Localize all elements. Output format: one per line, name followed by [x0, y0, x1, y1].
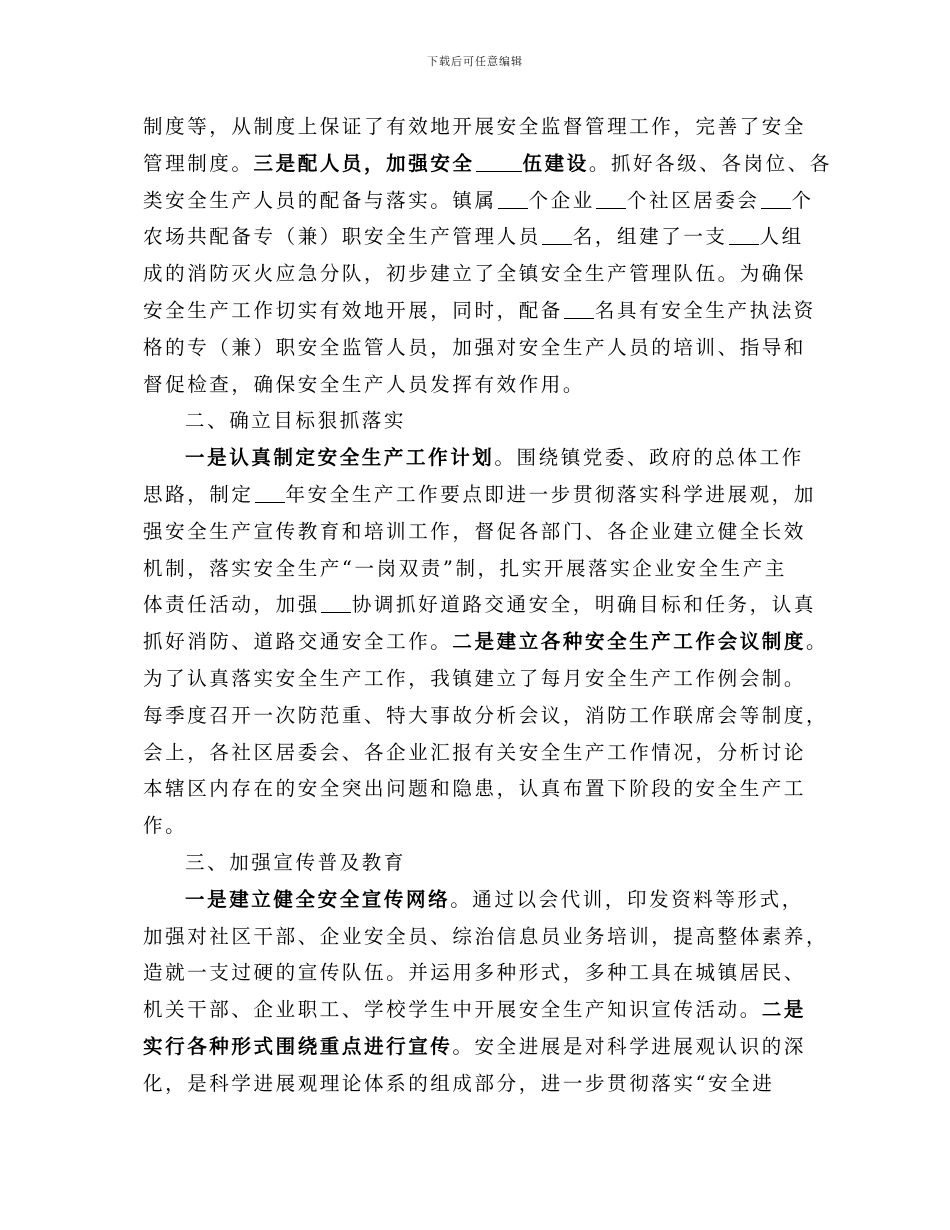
fill-in-blank: [596, 207, 626, 209]
body-text: 格的专（兼）职安全监管人员，加强对安全生产人员的培训、指导和: [143, 335, 807, 359]
body-text: 化，是科学进展观理论体系的组成部分，进一步贯彻落实“安全进: [143, 1071, 775, 1095]
body-text: 抓好消防、道路交通安全工作。: [143, 630, 453, 654]
body-text: 制度等，从制度上保证了有效地开展安全监督管理工作，完善了安全: [143, 115, 807, 138]
fill-in-blank: [255, 501, 285, 503]
body-text: 管理制度。: [143, 151, 254, 175]
text-line: [185, 406, 406, 436]
body-text: 个社区居委会: [626, 188, 760, 212]
body-text: 机关干部、企业职工、学校学生中开展安全生产知识宣传活动。: [143, 998, 762, 1022]
text-line: [185, 848, 406, 878]
body-text: 。通过以会代训，印发资料等形式，: [450, 887, 804, 911]
text-line: [143, 517, 806, 547]
body-text: 督促检查，确保安全生产人员发挥有效作用。: [143, 372, 586, 396]
text-line: [143, 186, 814, 216]
fill-in-blank: [542, 243, 572, 245]
body-text: 。: [806, 630, 829, 654]
body-text: 思路，制定: [143, 483, 254, 506]
body-text: 机制，落实安全生产“一岗双责”制，扎实开展落实企业安全生产主: [143, 556, 787, 580]
fill-in-blank: [564, 317, 594, 319]
bold-heading-text: 实行各种形式围绕重点进行宣传: [143, 1035, 453, 1058]
text-line: [143, 811, 187, 841]
body-text: 个企业: [528, 188, 595, 212]
body-text: 成的消防灭火应急分队，初步建立了全镇安全生产管理队伍。为确保: [143, 262, 807, 286]
text-line: [143, 370, 585, 400]
text-line: [185, 885, 804, 915]
bold-heading-text: 二是: [761, 998, 807, 1022]
text-line: [143, 774, 806, 804]
body-text: 个: [791, 188, 814, 212]
body-text: 年安全生产工作要点即进一步贯彻落实科学进展观，加: [285, 483, 816, 506]
text-line: [143, 112, 806, 142]
text-line: [143, 554, 787, 584]
body-text: 三、加强宣传普及教育: [185, 851, 407, 874]
body-text: 为了认真落实安全生产工作，我镇建立了每月安全生产工作例会制。: [143, 667, 807, 690]
fill-in-blank: [498, 207, 528, 209]
text-line: [143, 333, 806, 363]
text-line: [143, 701, 828, 731]
fill-in-blank: [321, 611, 351, 613]
body-text: 体责任活动，加强: [143, 593, 320, 617]
text-line: [143, 480, 816, 510]
bold-heading-text: 二是建立各种安全生产工作会议制度: [452, 630, 807, 654]
body-text: 每季度召开一次防范重、特大事故分析会议，消防工作联席会等制度，: [143, 703, 829, 727]
body-text: 二、确立目标狠抓落实: [185, 409, 407, 433]
body-text: 加强对社区干部、企业安全员、综治信息员业务培训，提高整体素养，: [143, 924, 829, 948]
body-text: 强安全生产宣传教育和培训工作，督促各部门、各企业建立健全长效: [143, 519, 807, 543]
body-text: 造就一支过硬的宣传队伍。并运用多种形式，多种工具在城镇居民、: [143, 961, 807, 985]
text-line: [143, 738, 806, 768]
body-text: 农场共配备专（兼）职安全生产管理人员: [143, 225, 541, 249]
text-line: [143, 590, 816, 620]
text-line: [185, 443, 804, 473]
text-line: [143, 222, 804, 252]
bold-heading-text: 伍建设: [522, 151, 589, 175]
body-text: 安全生产工作切实有效地开展，同时，配备: [143, 299, 563, 322]
text-line: [143, 922, 828, 952]
text-line: [143, 958, 806, 988]
text-line: [143, 664, 806, 694]
text-line: [143, 1032, 806, 1062]
text-line: [143, 149, 832, 179]
text-line: [143, 995, 806, 1025]
bold-heading-text: 一是认真制定安全生产工作计划: [185, 446, 495, 470]
body-text: 名具有安全生产执法资: [594, 299, 816, 322]
fill-in-blank: [476, 170, 522, 172]
text-line: [143, 259, 806, 289]
body-text: 。安全进展是对科学进展观认识的深: [452, 1035, 807, 1058]
body-text: 作。: [143, 814, 188, 838]
fill-in-blank: [729, 243, 759, 245]
body-text: 名，组建了一支: [572, 225, 728, 249]
body-text: 类安全生产人员的配备与落实。镇属: [143, 188, 497, 212]
body-text: 协调抓好道路交通安全，明确目标和任务，认真: [351, 593, 816, 617]
body-text: 。抓好各级、各岗位、各: [588, 151, 832, 175]
text-line: [143, 296, 816, 326]
bold-heading-text: 一是建立健全安全宣传网络: [185, 887, 451, 911]
body-text: 人组: [759, 225, 804, 249]
page-header: 下载后可任意编辑: [427, 55, 523, 68]
body-text: 。围绕镇党委、政府的总体工作: [494, 446, 804, 470]
text-line: [143, 627, 828, 657]
fill-in-blank: [761, 207, 791, 209]
body-text: 本辖区内存在的安全突出问题和隐患，认真布置下阶段的安全生产工: [143, 777, 807, 801]
bold-heading-text: 三是配人员，加强安全: [253, 151, 475, 175]
body-text: 会上，各社区居委会、各企业汇报有关安全生产工作情况，分析讨论: [143, 740, 807, 764]
text-line: [143, 1069, 774, 1099]
